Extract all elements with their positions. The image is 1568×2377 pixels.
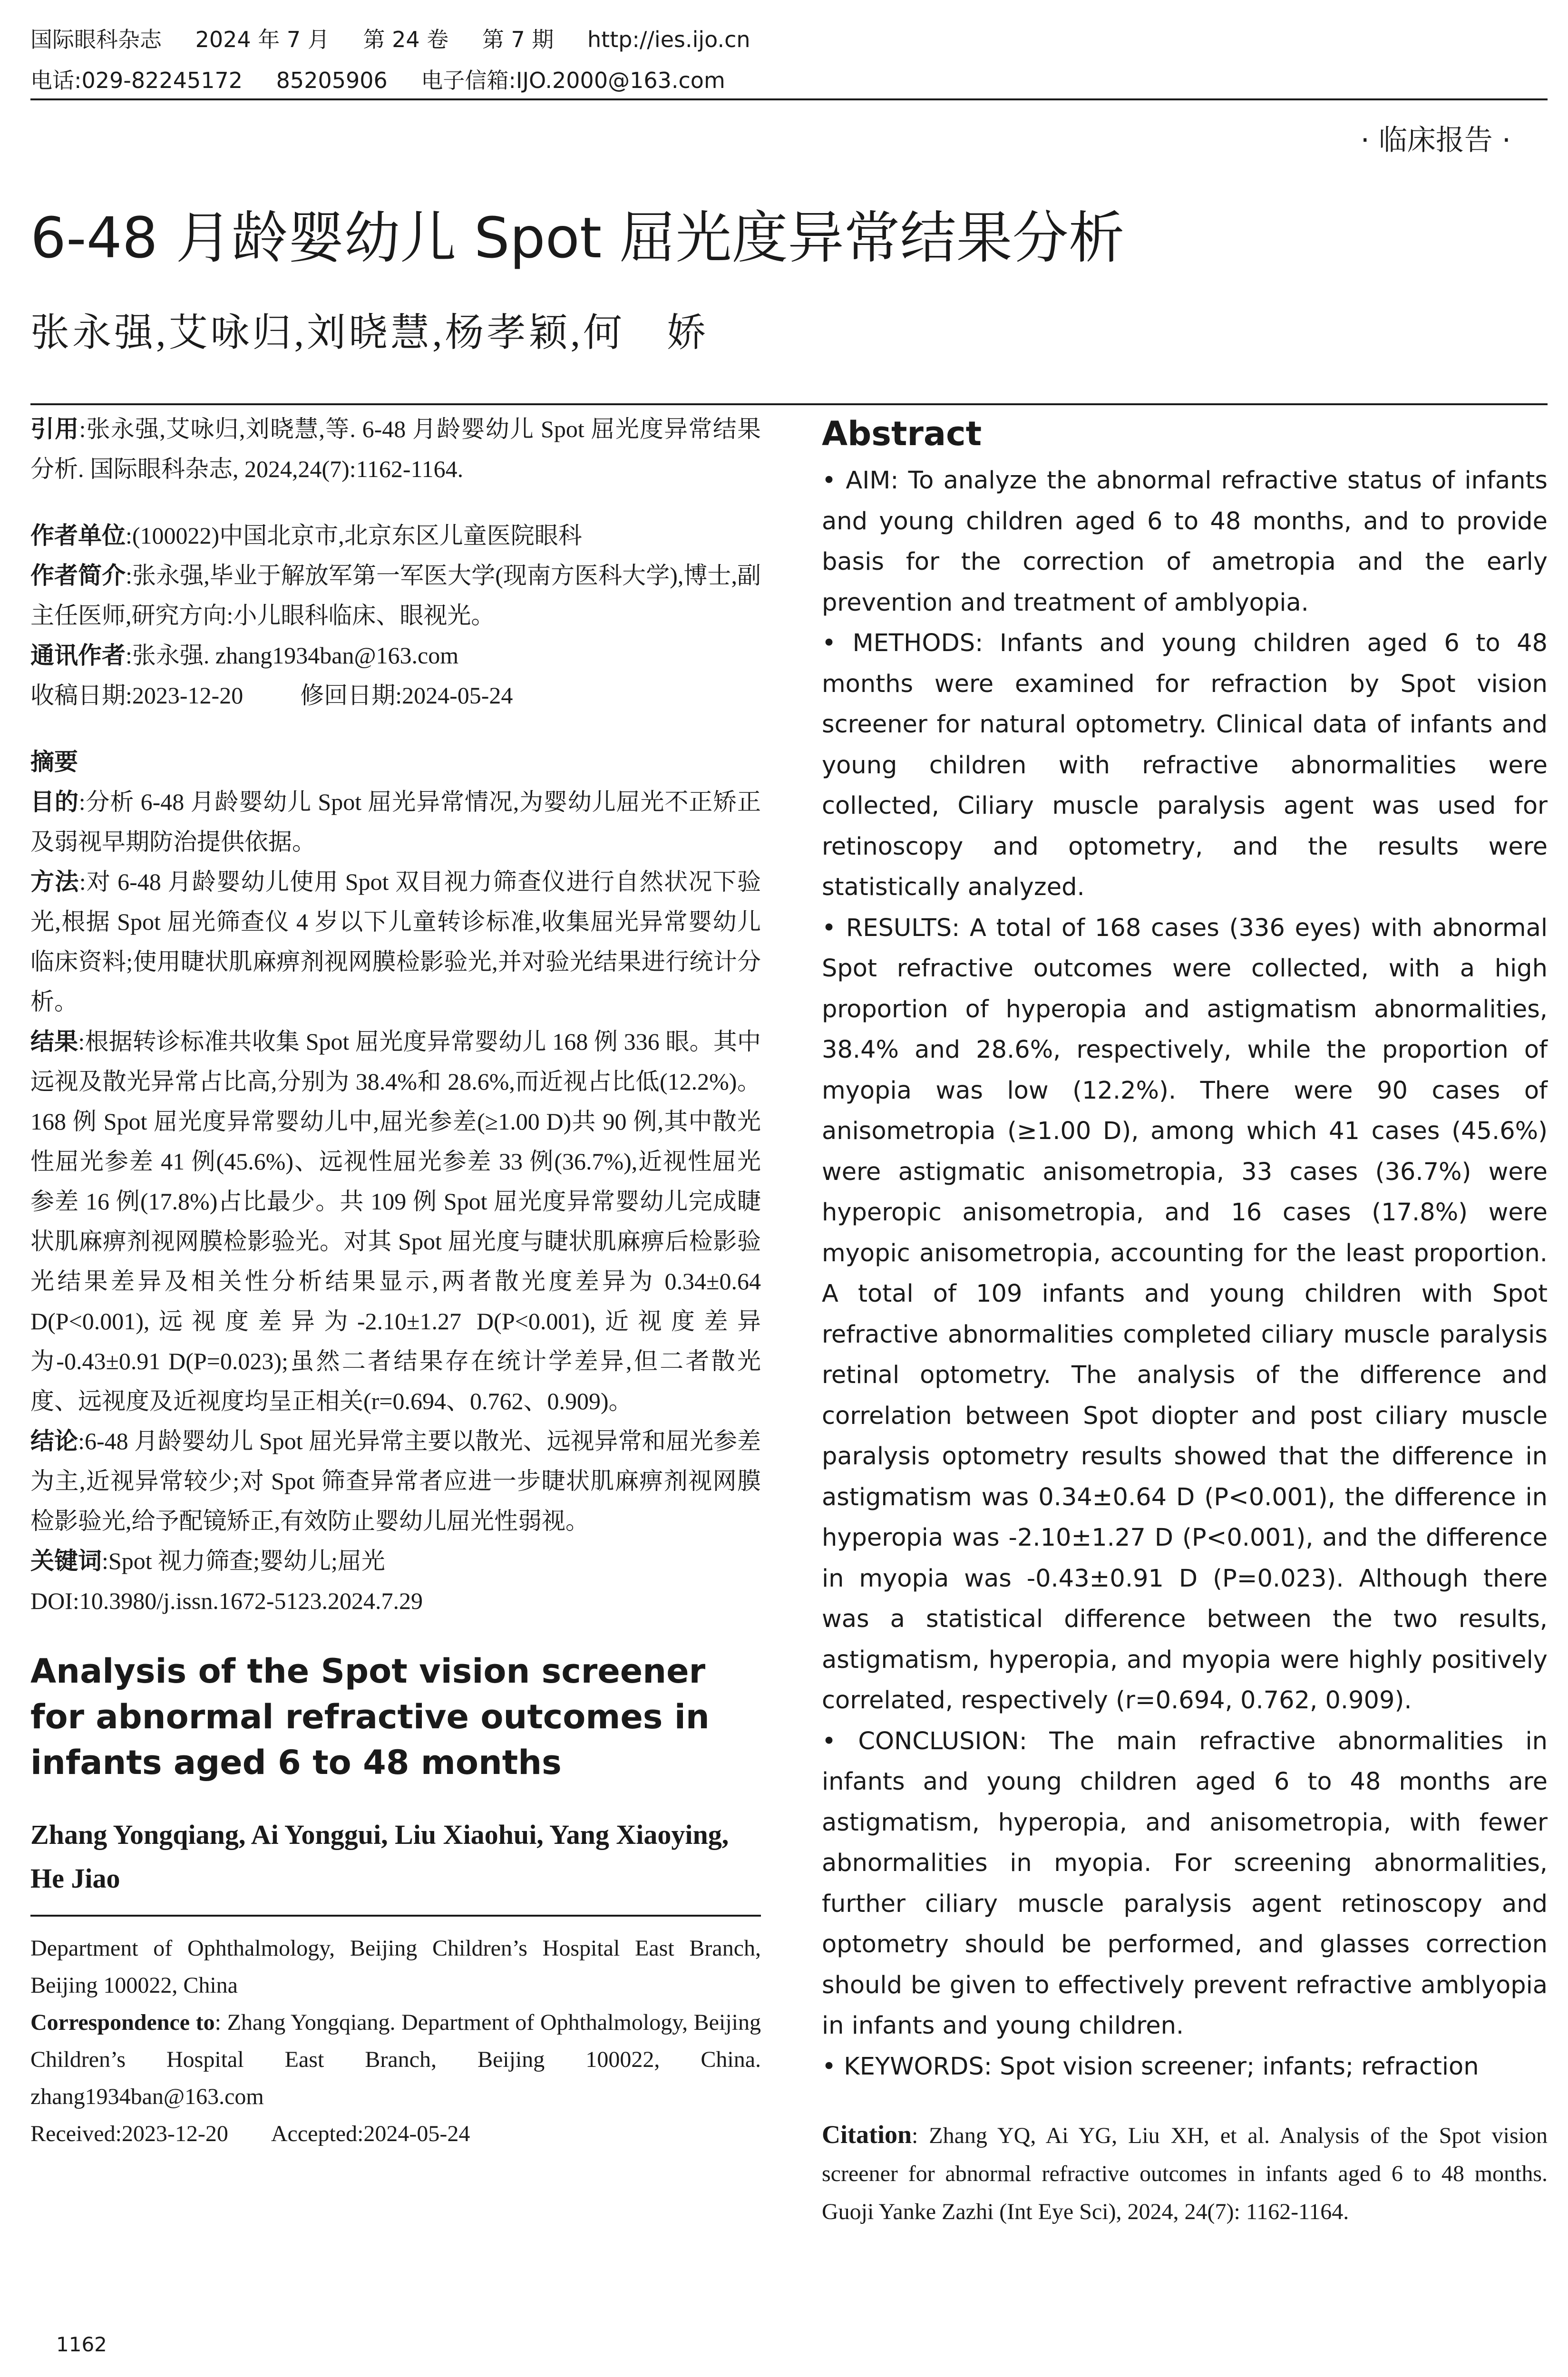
page-number: 1162 [56, 2333, 107, 2356]
header-divider [30, 98, 1548, 100]
citation-en: Citation: Zhang YQ, Ai YG, Liu XH, et al. Analysis of the Spot vision screener for abnormal refractive outcomes in infants aged 6 to 48 months. Guoji Yanke Zazhi (Int Eye Sci), 2024, 24(7): 1162-1164. [822, 2120, 1548, 2224]
abstract-title-en: Abstract [822, 414, 982, 453]
journal-url[interactable]: http://ies.ijo.cn [587, 27, 750, 52]
abstract-methods-en: • METHODS: Infants and young children aged 6 to 48 months were examined for refraction by Spot vision screener for natural optometry. Clinical data of infants and young children with refractive abnormalities were collected, Ciliary muscle paralysis agent was used for retinoscopy and optometry, and the results were statistically analyzed. [822, 629, 1548, 901]
abstract-conclusion-en: • CONCLUSION: The main refractive abnormalities in infants and young children aged 6 to 48 months are astigmatism, hyperopia, and anisometropia, with fewer abnormalities in myopia. For screening abnormalities, further ciliary muscle paralysis agent retinoscopy and optometry should be performed, and glasses correction should be given to effectively prevent refractive amblyopia in infants and young children. [822, 1727, 1548, 2040]
received-date-en: Received:2023-12-20 [30, 2121, 228, 2146]
accepted-date-en: Accepted:2024-05-24 [271, 2121, 470, 2146]
authors-divider [30, 1915, 761, 1917]
english-title: Analysis of the Spot vision screener for abnormal refractive outcomes in infants aged 6 to 48 months [30, 1652, 710, 1782]
journal-contact-row [30, 60, 1548, 101]
section-tag: · 临床报告 · [1360, 124, 1511, 157]
dates-cn [30, 675, 761, 715]
abstract-results-cn: 结果:根据转诊标准共收集 Spot 屈光度异常婴幼儿 168 例 336 眼。其中远视及散光异常占比高,分别为 38.4%和 28.6%,而近视占比低(12.2%)。168 例 Spot 屈光度异常婴幼儿中,屈光参差(≥1.00 D)共 90 例,其中散光性屈光参差 41 例(45.6%)、远视性屈光参差 33 例(36.7%),近视性屈光参差 16 例(17.8%)占比最少。共 109 例 Spot 屈光度异常婴幼儿完成睫状肌麻痹剂视网膜检影验光。对其 Spot 屈光度与睫状肌麻痹后检影验光结果差异及相关性分析结果显示,两者散光度差异为 0.34±0.64 D(P<0.001),远视度差异为-2.10±1.27 D(P<0.001),近视度差异为-0.43±0.91 D(P=0.023);虽然二者结果存在统计学差异,但二者散光度、远视度及近视度均呈正相关(r=0.694、0.762、0.909)。 [30, 1028, 761, 1414]
abstract-aim-cn: 目的:分析 6-48 月龄婴幼儿 Spot 屈光异常情况,为婴幼儿屈光不正矫正及弱视早期防治提供依据。 [30, 788, 761, 855]
doi[interactable]: DOI:10.3980/j.issn.1672-5123.2024.7.29 [30, 1588, 423, 1614]
affiliation-cn: 作者单位:(100022)中国北京市,北京东区儿童医院眼科 [30, 522, 582, 549]
abstract-heading-cn: 摘要 [30, 748, 78, 776]
journal-name: 国际眼科杂志 [30, 27, 162, 52]
title-divider [30, 403, 1548, 405]
authors-cn: 张永强,艾咏归,刘晓慧,杨孝颖,何 娇 [30, 311, 709, 354]
authors-en: Zhang Yongqiang, Ai Yonggui, Liu Xiaohui, Yang Xiaoying, He Jiao [30, 1819, 729, 1894]
issue-number: 第 7 期 [482, 27, 554, 52]
issue-date: 2024 年 7 月 [195, 27, 330, 52]
right-column [822, 409, 1548, 2231]
department-en: Department of Ophthalmology, Beijing Children’s Hospital East Branch, Beijing 100022, China [30, 1936, 761, 1998]
abstract-conclusion-cn: 结论:6-48 月龄婴幼儿 Spot 屈光异常主要以散光、远视异常和屈光参差为主,近视异常较少;对 Spot 筛查异常者应进一步睫状肌麻痹剂视网膜检影验光,给予配镜矫正,有效防止婴幼儿屈光性弱视。 [30, 1427, 761, 1534]
keywords-en: • KEYWORDS: Spot vision screener; infants; refraction [822, 2052, 1479, 2081]
journal-phone: 电话:029-82245172 [30, 68, 243, 93]
received-date-cn: 收稿日期:2023-12-20 [30, 682, 243, 709]
revised-date-cn: 修回日期:2024-05-24 [300, 682, 513, 709]
dates-en [30, 2115, 761, 2153]
article-title: 6-48 月龄婴幼儿 Spot 屈光度异常结果分析 [30, 205, 1125, 271]
journal-header [30, 19, 1548, 101]
correspondence-en: Correspondence to: Zhang Yongqiang. Department of Ophthalmology, Beijing Children’s Hospital East Branch, Beijing 100022, China. zhang1934ban@163.com [30, 2010, 761, 2109]
author-bio-cn: 作者简介:张永强,毕业于解放军第一军医大学(现南方医科大学),博士,副主任医师,研究方向:小儿眼科临床、眼视光。 [30, 562, 761, 629]
journal-info-row [30, 19, 1548, 60]
abstract-results-en: • RESULTS: A total of 168 cases (336 eyes) with abnormal Spot refractive outcomes were collected, with a high proportion of hyperopia and astigmatism abnormalities, 38.4% and 28.6%, respectively, while the proportion of myopia was low (12.2%). There were 90 cases of anisometropia (≥1.00 D), among which 41 cases (45.6%) were astigmatic anisometropia, 33 cases (36.7%) were hyperopic anisometropia, and 16 cases (17.8%) were myopic anisometropia, accounting for the least proportion. A total of 109 infants and young children with Spot refractive abnormalities completed ciliary muscle paralysis retinal optometry. The analysis of the difference and correlation between Spot diopter and post ciliary muscle paralysis optometry results showed that the difference in astigmatism was 0.34±0.64 D (P<0.001), the difference in hyperopia was -2.10±1.27 D (P<0.001), and the difference in myopia was -0.43±0.91 D (P=0.023). Although there was a statistical difference between the two results, astigmatism, hyperopia, and myopia were highly positively correlated, respectively (r=0.694, 0.762, 0.909). [822, 914, 1548, 1715]
citation-cn: 引用:张永强,艾咏归,刘晓慧,等. 6-48 月龄婴幼儿 Spot 屈光度异常结果分析. 国际眼科杂志, 2024,24(7):1162-1164. [30, 415, 761, 482]
left-column [30, 409, 761, 2153]
keywords-cn: 关键词:Spot 视力筛查;婴幼儿;屈光 [30, 1547, 385, 1575]
abstract-methods-cn: 方法:对 6-48 月龄婴幼儿使用 Spot 双目视力筛查仪进行自然状况下验光,根据 Spot 屈光筛查仪 4 岁以下儿童转诊标准,收集屈光异常婴幼儿临床资料;使用睫状肌麻痹剂视网膜检影验光,并对验光结果进行统计分析。 [30, 868, 761, 1015]
journal-email[interactable]: 电子信箱:IJO.2000@163.com [421, 68, 725, 93]
corresponding-author-cn: 通讯作者:张永强. zhang1934ban@163.com [30, 642, 459, 669]
volume: 第 24 卷 [363, 27, 449, 52]
abstract-aim-en: • AIM: To analyze the abnormal refractive status of infants and young children aged 6 to 48 months, and to provide basis for the correction of ametropia and the early prevention and treatment of amblyopia. [822, 467, 1548, 617]
journal-phone-2: 85205906 [276, 68, 388, 93]
